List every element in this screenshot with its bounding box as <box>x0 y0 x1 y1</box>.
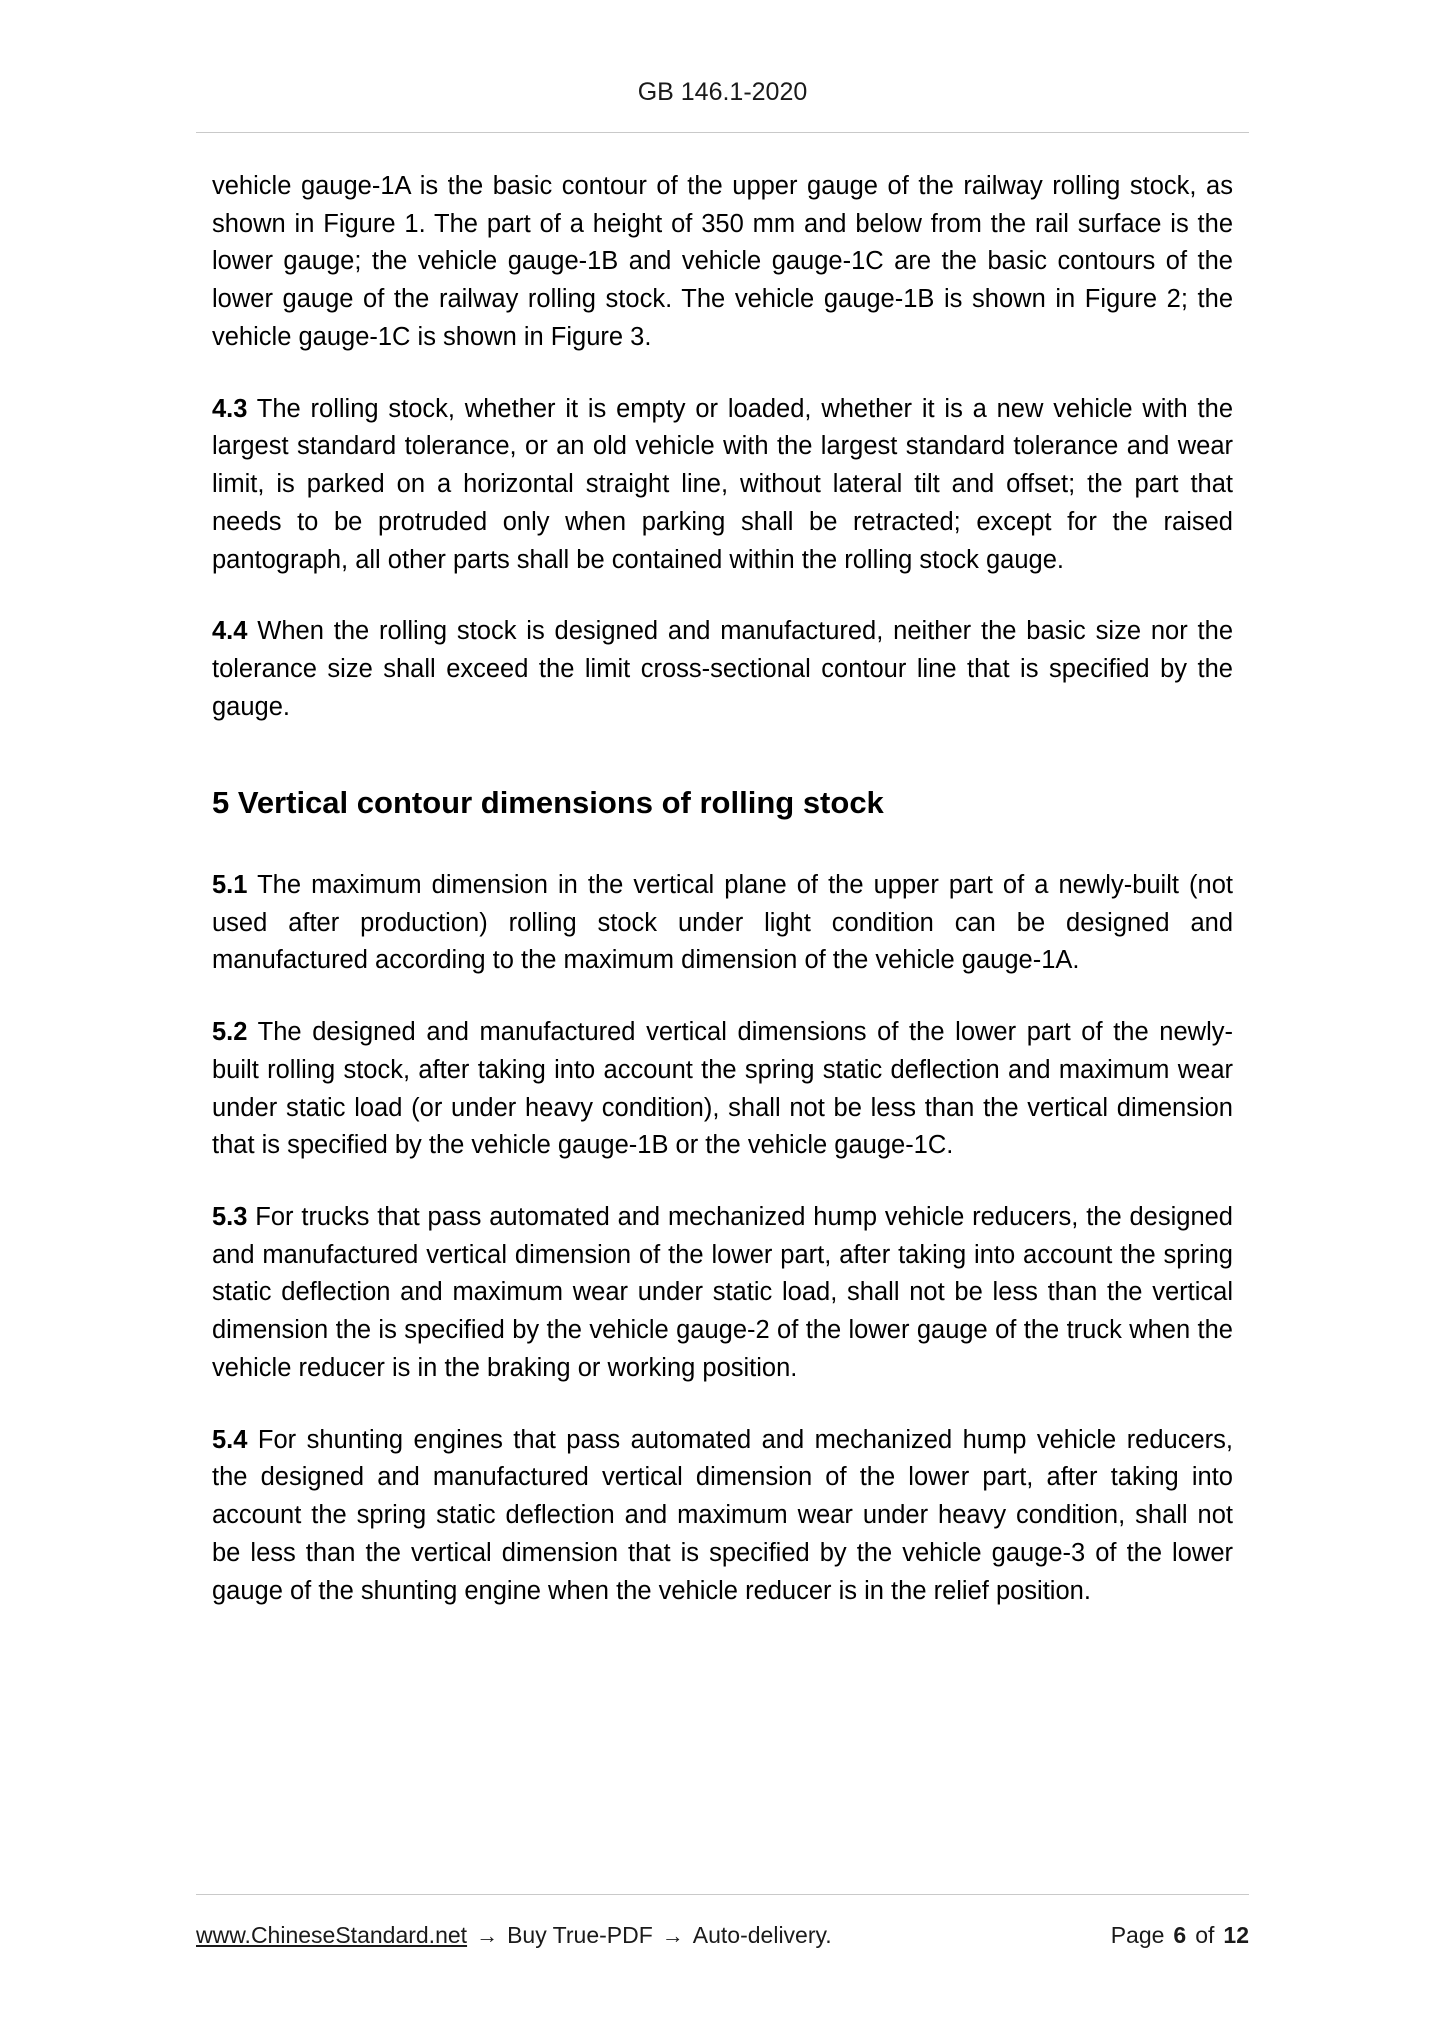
paragraph-4-4-text: When the rolling stock is designed and manufactured, neither the basic size nor the tolerance size shall exceed the limit cross-sectional contour line that is specified by the gauge. <box>212 617 1233 721</box>
paragraph-5-2 <box>212 1014 1233 1165</box>
footer-action-delivery: Auto-delivery. <box>692 1922 832 1948</box>
clause-number-5-1: 5.1 <box>212 870 248 899</box>
paragraph-5-4 <box>212 1422 1233 1611</box>
clause-number-4-3: 4.3 <box>212 394 248 423</box>
page-number: 6 <box>1173 1922 1187 1948</box>
paragraph-4-4 <box>212 613 1233 726</box>
page-total: 12 <box>1223 1922 1249 1948</box>
page-label: Page <box>1110 1922 1165 1948</box>
clause-number-5-3: 5.3 <box>212 1202 248 1231</box>
page-header <box>0 78 1445 107</box>
clause-number-5-2: 5.2 <box>212 1018 248 1047</box>
paragraph-5-3-text: For trucks that pass automated and mechanized hump vehicle reducers, the designed and manufactured vertical dimension of the lower part, after taking into account the spring static deflection and maximum wear under static load, shall not be less than the vertical dimension the is specified by the vehicle gauge-2 of the lower gauge of the truck when the vehicle reducer is in the braking or working position. <box>212 1202 1233 1382</box>
header-divider <box>196 132 1249 133</box>
section-heading-5: 5 Vertical contour dimensions of rolling stock <box>212 784 884 820</box>
paragraph-5-4-text: For shunting engines that pass automated and mechanized hump vehicle reducers, the designed and manufactured vertical dimension of the lower part, after taking into account the spring static deflection and maximum wear under heavy condition, shall not be less than the vertical dimension that is specified by the vehicle gauge-3 of the lower gauge of the shunting engine when the vehicle reducer is in the relief position. <box>212 1425 1233 1605</box>
footer-site-link[interactable]: www.ChineseStandard.net <box>196 1922 468 1948</box>
paragraph-4-3-text: The rolling stock, whether it is empty or loaded, whether it is a new vehicle with the largest standard tolerance, or an old vehicle with the largest standard tolerance and wear limit, is parked on a horizontal straight line, without lateral tilt and offset; the part that needs to be protruded only when parking shall be retracted; except for the raised pantograph, all other parts shall be contained within the rolling stock gauge. <box>212 394 1233 574</box>
page-footer <box>196 1922 1249 1949</box>
footer-pagination <box>1111 1922 1249 1949</box>
clause-number-4-4: 4.4 <box>212 617 248 646</box>
footer-action-buy[interactable]: Buy True-PDF <box>507 1922 653 1948</box>
arrow-right-icon: → <box>476 1923 499 1948</box>
document-content <box>212 168 1233 1610</box>
paragraph-4-3 <box>212 391 1233 580</box>
clause-number-5-4: 5.4 <box>212 1425 248 1454</box>
paragraph-5-3 <box>212 1199 1233 1388</box>
paragraph-5-1 <box>212 867 1233 980</box>
footer-divider <box>196 1894 1249 1895</box>
paragraph-continued-text: vehicle gauge-1A is the basic contour of the upper gauge of the railway rolling stock, as shown in Figure 1. The part of a height of 350 mm and below from the rail surface is the lower gauge; the vehicle gauge-1B and vehicle gauge-1C are the basic contours of the lower gauge of the railway rolling stock. The vehicle gauge-1B is shown in Figure 2; the vehicle gauge-1C is shown in Figure 3. <box>212 172 1233 351</box>
footer-links <box>196 1922 832 1949</box>
arrow-right-icon-2: → <box>661 1923 684 1948</box>
paragraph-5-2-text: The designed and manufactured vertical dimensions of the lower part of the newly-built rolling stock, after taking into account the spring static deflection and maximum wear under static load (or under heavy condition), shall not be less than the vertical dimension that is specified by the vehicle gauge-1B or the vehicle gauge-1C. <box>212 1018 1233 1160</box>
paragraph-5-1-text: The maximum dimension in the vertical plane of the upper part of a newly-built (not used after production) rolling stock under light condition can be designed and manufactured according to the maximum dimension of the vehicle gauge-1A. <box>212 870 1233 975</box>
paragraph-continued <box>212 168 1233 357</box>
header-title: GB 146.1-2020 <box>637 78 808 106</box>
page-of-label: of <box>1195 1922 1215 1948</box>
